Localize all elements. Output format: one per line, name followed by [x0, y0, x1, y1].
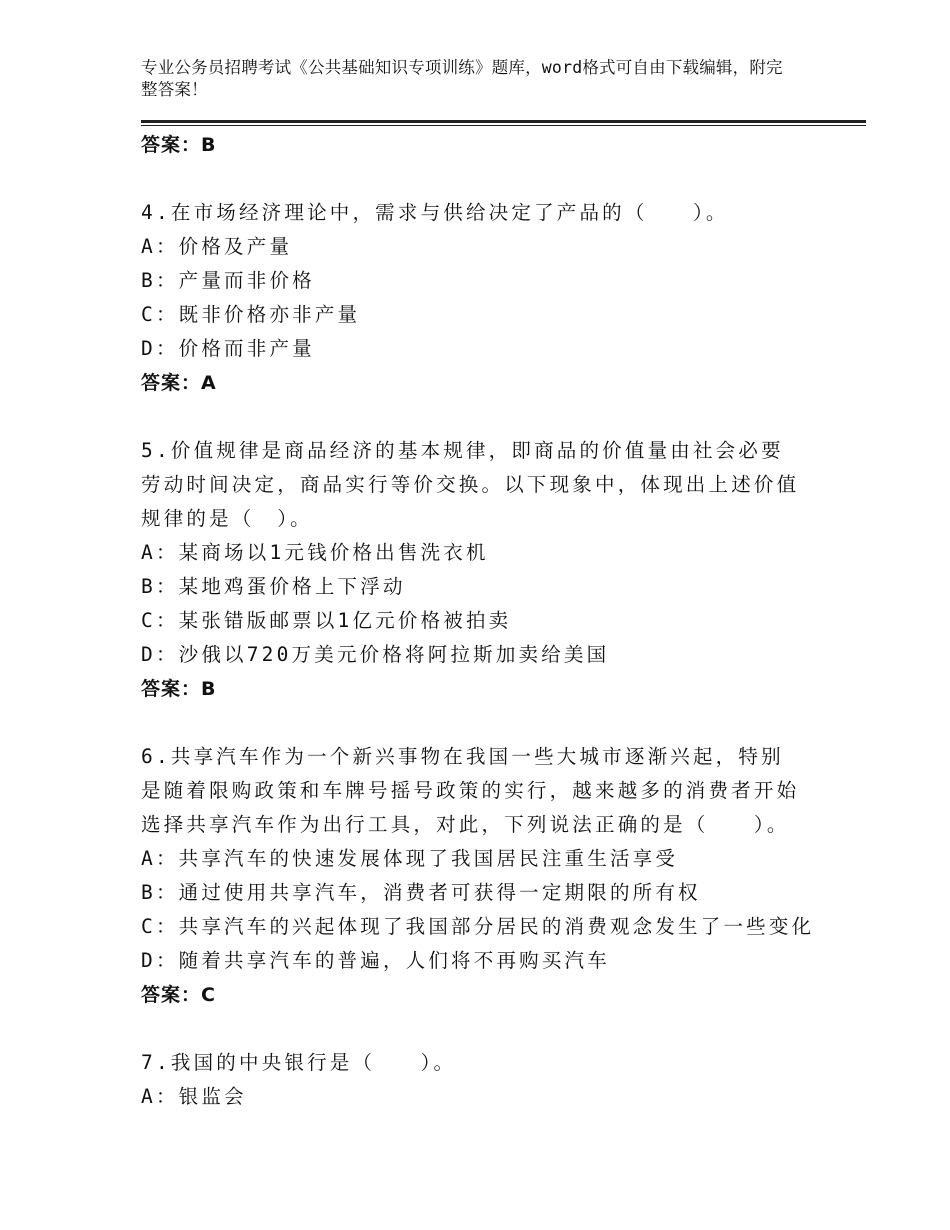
- option-a: A：银监会: [141, 1085, 247, 1108]
- answer-label: 答案：B: [141, 678, 217, 700]
- option-a: A：某商场以1元钱价格出售洗衣机: [141, 541, 489, 564]
- option-b: B：通过使用共享汽车，消费者可获得一定期限的所有权: [141, 881, 701, 904]
- answer-label: 答案：A: [141, 372, 217, 394]
- header-divider-thick: [141, 120, 866, 123]
- option-a: A：价格及产量: [141, 235, 293, 258]
- document-body: [141, 128, 815, 1114]
- option-c: C：某张错版邮票以1亿元价格被拍卖: [141, 609, 512, 632]
- option-d: D：沙俄以720万美元价格将阿拉斯加卖给美国: [141, 643, 610, 666]
- option-d: D：随着共享汽车的普遍，人们将不再购买汽车: [141, 949, 610, 972]
- option-b: B：产量而非价格: [141, 269, 315, 292]
- question-stem: 4.在市场经济理论中，需求与供给决定了产品的（ ）。: [141, 201, 729, 224]
- option-c: C：既非价格亦非产量: [141, 303, 361, 326]
- header-divider-thin: [141, 125, 866, 126]
- question-block: [141, 434, 801, 706]
- option-b: B：某地鸡蛋价格上下浮动: [141, 575, 406, 598]
- option-a: A：共享汽车的快速发展体现了我国居民注重生活享受: [141, 847, 679, 870]
- answer-label: 答案：C: [141, 984, 216, 1006]
- option-d: D：价格而非产量: [141, 337, 315, 360]
- question-block: [141, 740, 815, 1012]
- question-stem: 7.我国的中央银行是（ ）。: [141, 1051, 457, 1074]
- page-header: 专业公务员招聘考试《公共基础知识专项训练》题库，word格式可自由下载编辑，附完整答案！: [141, 58, 783, 99]
- question-stem: 5.价值规律是商品经济的基本规律，即商品的价值量由社会必要劳动时间决定，商品实行等价交换。以下现象中，体现出上述价值规律的是（ ）。: [141, 439, 800, 530]
- question-stem: 6.共享汽车作为一个新兴事物在我国一些大城市逐渐兴起，特别是随着限购政策和车牌号摇号政策的实行，越来越多的消费者开始选择共享汽车作为出行工具，对此，下列说法正确的是（ ）。: [141, 745, 800, 836]
- question-block: [141, 1046, 801, 1114]
- option-c: C：共享汽车的兴起体现了我国部分居民的消费观念发生了一些变化: [141, 915, 815, 938]
- question-block: [141, 196, 801, 400]
- answer-label: 答案：B: [141, 134, 217, 156]
